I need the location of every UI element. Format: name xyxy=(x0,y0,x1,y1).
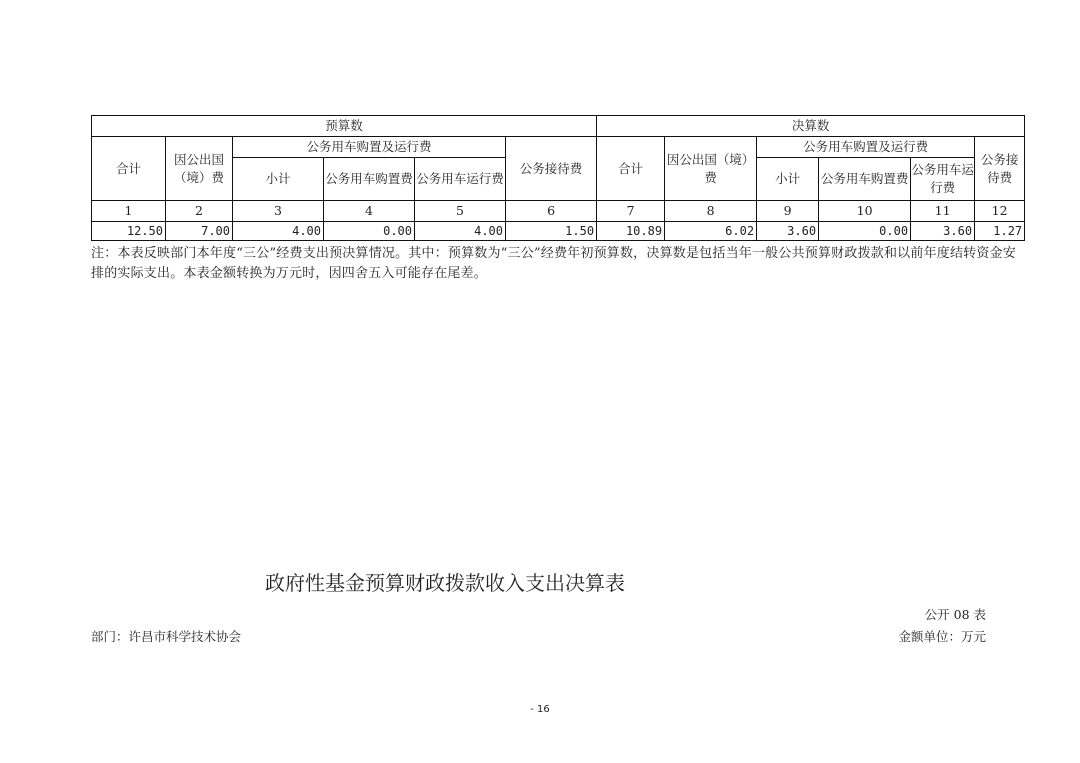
actual-reception-header: 公务接待费 xyxy=(975,137,1025,201)
column-number: 9 xyxy=(757,201,819,222)
value-cell: 12.50 xyxy=(92,222,166,241)
column-number: 3 xyxy=(233,201,324,222)
page-number: - 16 xyxy=(530,704,550,715)
value-cell: 10.89 xyxy=(597,222,665,241)
budget-travel-header: 因公出国（境）费 xyxy=(166,137,233,201)
value-cell: 4.00 xyxy=(233,222,324,241)
column-number: 12 xyxy=(975,201,1025,222)
three-public-expenses-table xyxy=(91,115,1025,241)
value-cell: 1.50 xyxy=(506,222,597,241)
table-code: 公开 08 表 xyxy=(924,607,986,622)
table-note: 注：本表反映部门本年度“三公”经费支出预决算情况。其中：预算数为“三公”经费年初预算数，决算数是包括当年一般公共预算财政拨款和以前年度结转资金安排的实际支出。本表金额转换为万元时，因四舍五入可能存在尾差。 xyxy=(91,246,1016,281)
column-number: 8 xyxy=(665,201,757,222)
column-number: 10 xyxy=(819,201,911,222)
column-number: 4 xyxy=(324,201,415,222)
budget-total-header: 合计 xyxy=(92,137,166,201)
budget-vehicle-operation-header: 公务用车运行费 xyxy=(415,158,506,201)
budget-reception-header: 公务接待费 xyxy=(506,137,597,201)
actual-total-header: 合计 xyxy=(597,137,665,201)
column-number: 6 xyxy=(506,201,597,222)
value-cell: 1.27 xyxy=(975,222,1025,241)
department-label: 部门：许昌市科学技术协会 xyxy=(91,629,242,644)
subgroup-header-row xyxy=(92,137,1025,158)
budget-group-header: 预算数 xyxy=(92,116,597,137)
budget-vehicle-subtotal-header: 小计 xyxy=(233,158,324,201)
column-number: 11 xyxy=(911,201,975,222)
group-header-row xyxy=(92,116,1025,137)
column-number: 5 xyxy=(415,201,506,222)
next-table-title: 政府性基金预算财政拨款收入支出决算表 xyxy=(265,571,625,595)
actual-vehicle-purchase-header: 公务用车购置费 xyxy=(819,158,911,201)
value-cell: 0.00 xyxy=(819,222,911,241)
value-cell: 3.60 xyxy=(757,222,819,241)
value-cell: 3.60 xyxy=(911,222,975,241)
actual-vehicle-operation-header: 公务用车运行费 xyxy=(911,158,975,201)
budget-vehicle-purchase-header: 公务用车购置费 xyxy=(324,158,415,201)
value-cell: 4.00 xyxy=(415,222,506,241)
actual-travel-header: 因公出国（境）费 xyxy=(665,137,757,201)
value-cell: 7.00 xyxy=(166,222,233,241)
actual-vehicle-group-header: 公务用车购置及运行费 xyxy=(757,137,975,158)
value-cell: 0.00 xyxy=(324,222,415,241)
value-cell: 6.02 xyxy=(665,222,757,241)
value-row xyxy=(92,222,1025,241)
column-number: 2 xyxy=(166,201,233,222)
budget-vehicle-group-header: 公务用车购置及运行费 xyxy=(233,137,506,158)
actual-group-header: 决算数 xyxy=(597,116,1025,137)
column-number-row xyxy=(92,201,1025,222)
amount-unit-label: 金额单位：万元 xyxy=(898,629,986,644)
column-number: 7 xyxy=(597,201,665,222)
column-number: 1 xyxy=(92,201,166,222)
actual-vehicle-subtotal-header: 小计 xyxy=(757,158,819,201)
